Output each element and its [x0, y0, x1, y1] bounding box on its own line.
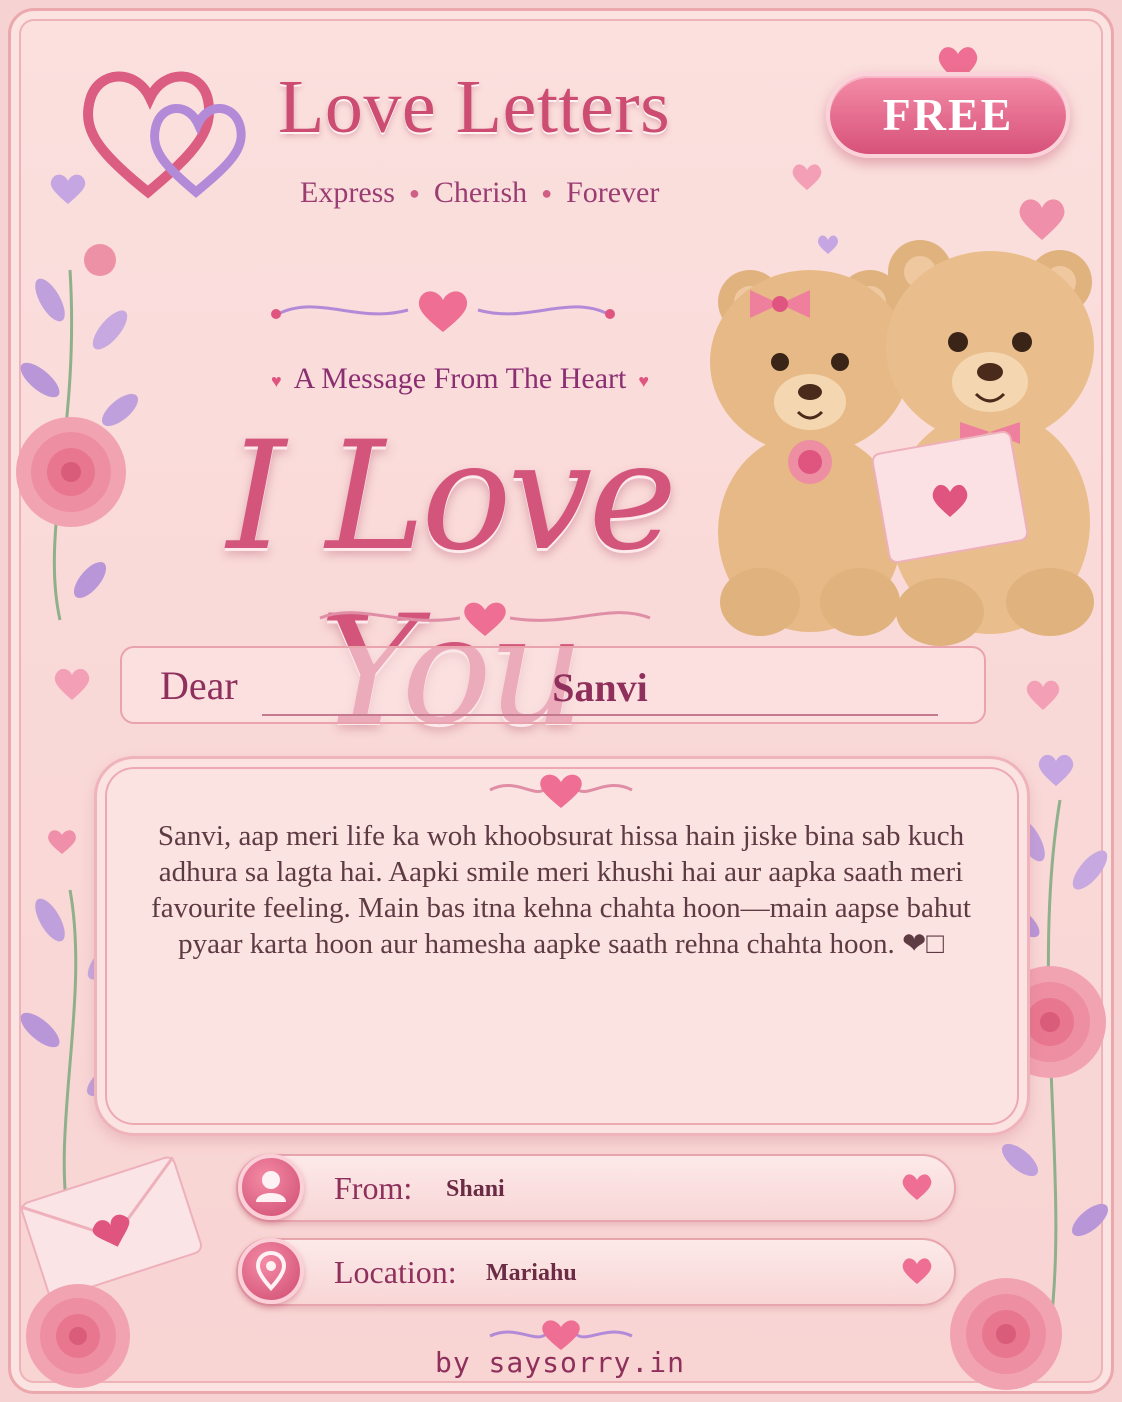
app-title: Love Letters — [278, 65, 671, 149]
dear-label: Dear — [160, 663, 238, 708]
double-heart-logo-icon — [78, 60, 268, 200]
heart-icon — [900, 1172, 934, 1202]
location-label: Location: — [334, 1254, 457, 1290]
location-pin-icon — [238, 1238, 304, 1304]
heart-icon — [900, 1256, 934, 1286]
tagline-word: Cherish — [433, 176, 528, 209]
from-value: Shani — [446, 1176, 505, 1202]
heart-icon: ♥ — [270, 370, 282, 391]
ornament-divider — [310, 592, 660, 642]
heart-icon — [46, 828, 78, 856]
ornament-divider — [486, 766, 636, 810]
rose-icon — [944, 1274, 1070, 1394]
envelope-icon — [10, 1148, 210, 1298]
rose-icon — [18, 1280, 138, 1392]
ornament-divider — [268, 284, 618, 334]
free-badge[interactable]: FREE — [826, 72, 1070, 158]
tagline-word: Express — [300, 176, 395, 209]
location-value: Mariahu — [486, 1260, 577, 1286]
dear-underline — [262, 714, 938, 716]
user-icon — [238, 1154, 304, 1220]
separator-dot: ● — [408, 182, 420, 203]
subtitle — [220, 362, 700, 396]
tagline-word: Forever — [566, 176, 660, 209]
from-label: From: — [334, 1170, 413, 1206]
heart-icon — [52, 666, 92, 702]
subtitle-text: A Message From The Heart — [293, 362, 627, 395]
heart-icon — [1036, 752, 1076, 788]
recipient-name: Sanvi — [552, 665, 648, 710]
tagline — [300, 176, 720, 210]
message-text: Sanvi, aap meri life ka woh khoobsurat hissa hain jiske bina sab kuch adhura sa lagta hai. Aapki smile meri khushi hai aur aapka saath meri favourite feeling. Main bas itna kehna chahta hoon—main aapse bahut pyaar karta hoon aur hamesha aapke saath rehna chahta hoon. ❤□ — [151, 820, 971, 960]
headline: I Love — [226, 410, 674, 584]
teddy-bear-icon — [680, 232, 1100, 652]
footer-credit[interactable]: by saysorry.in — [434, 1346, 685, 1379]
heart-icon — [1024, 678, 1062, 712]
separator-dot: ● — [541, 182, 553, 203]
rose-icon — [6, 412, 136, 532]
heart-icon — [790, 162, 824, 192]
heart-icon: ♥ — [638, 370, 650, 391]
